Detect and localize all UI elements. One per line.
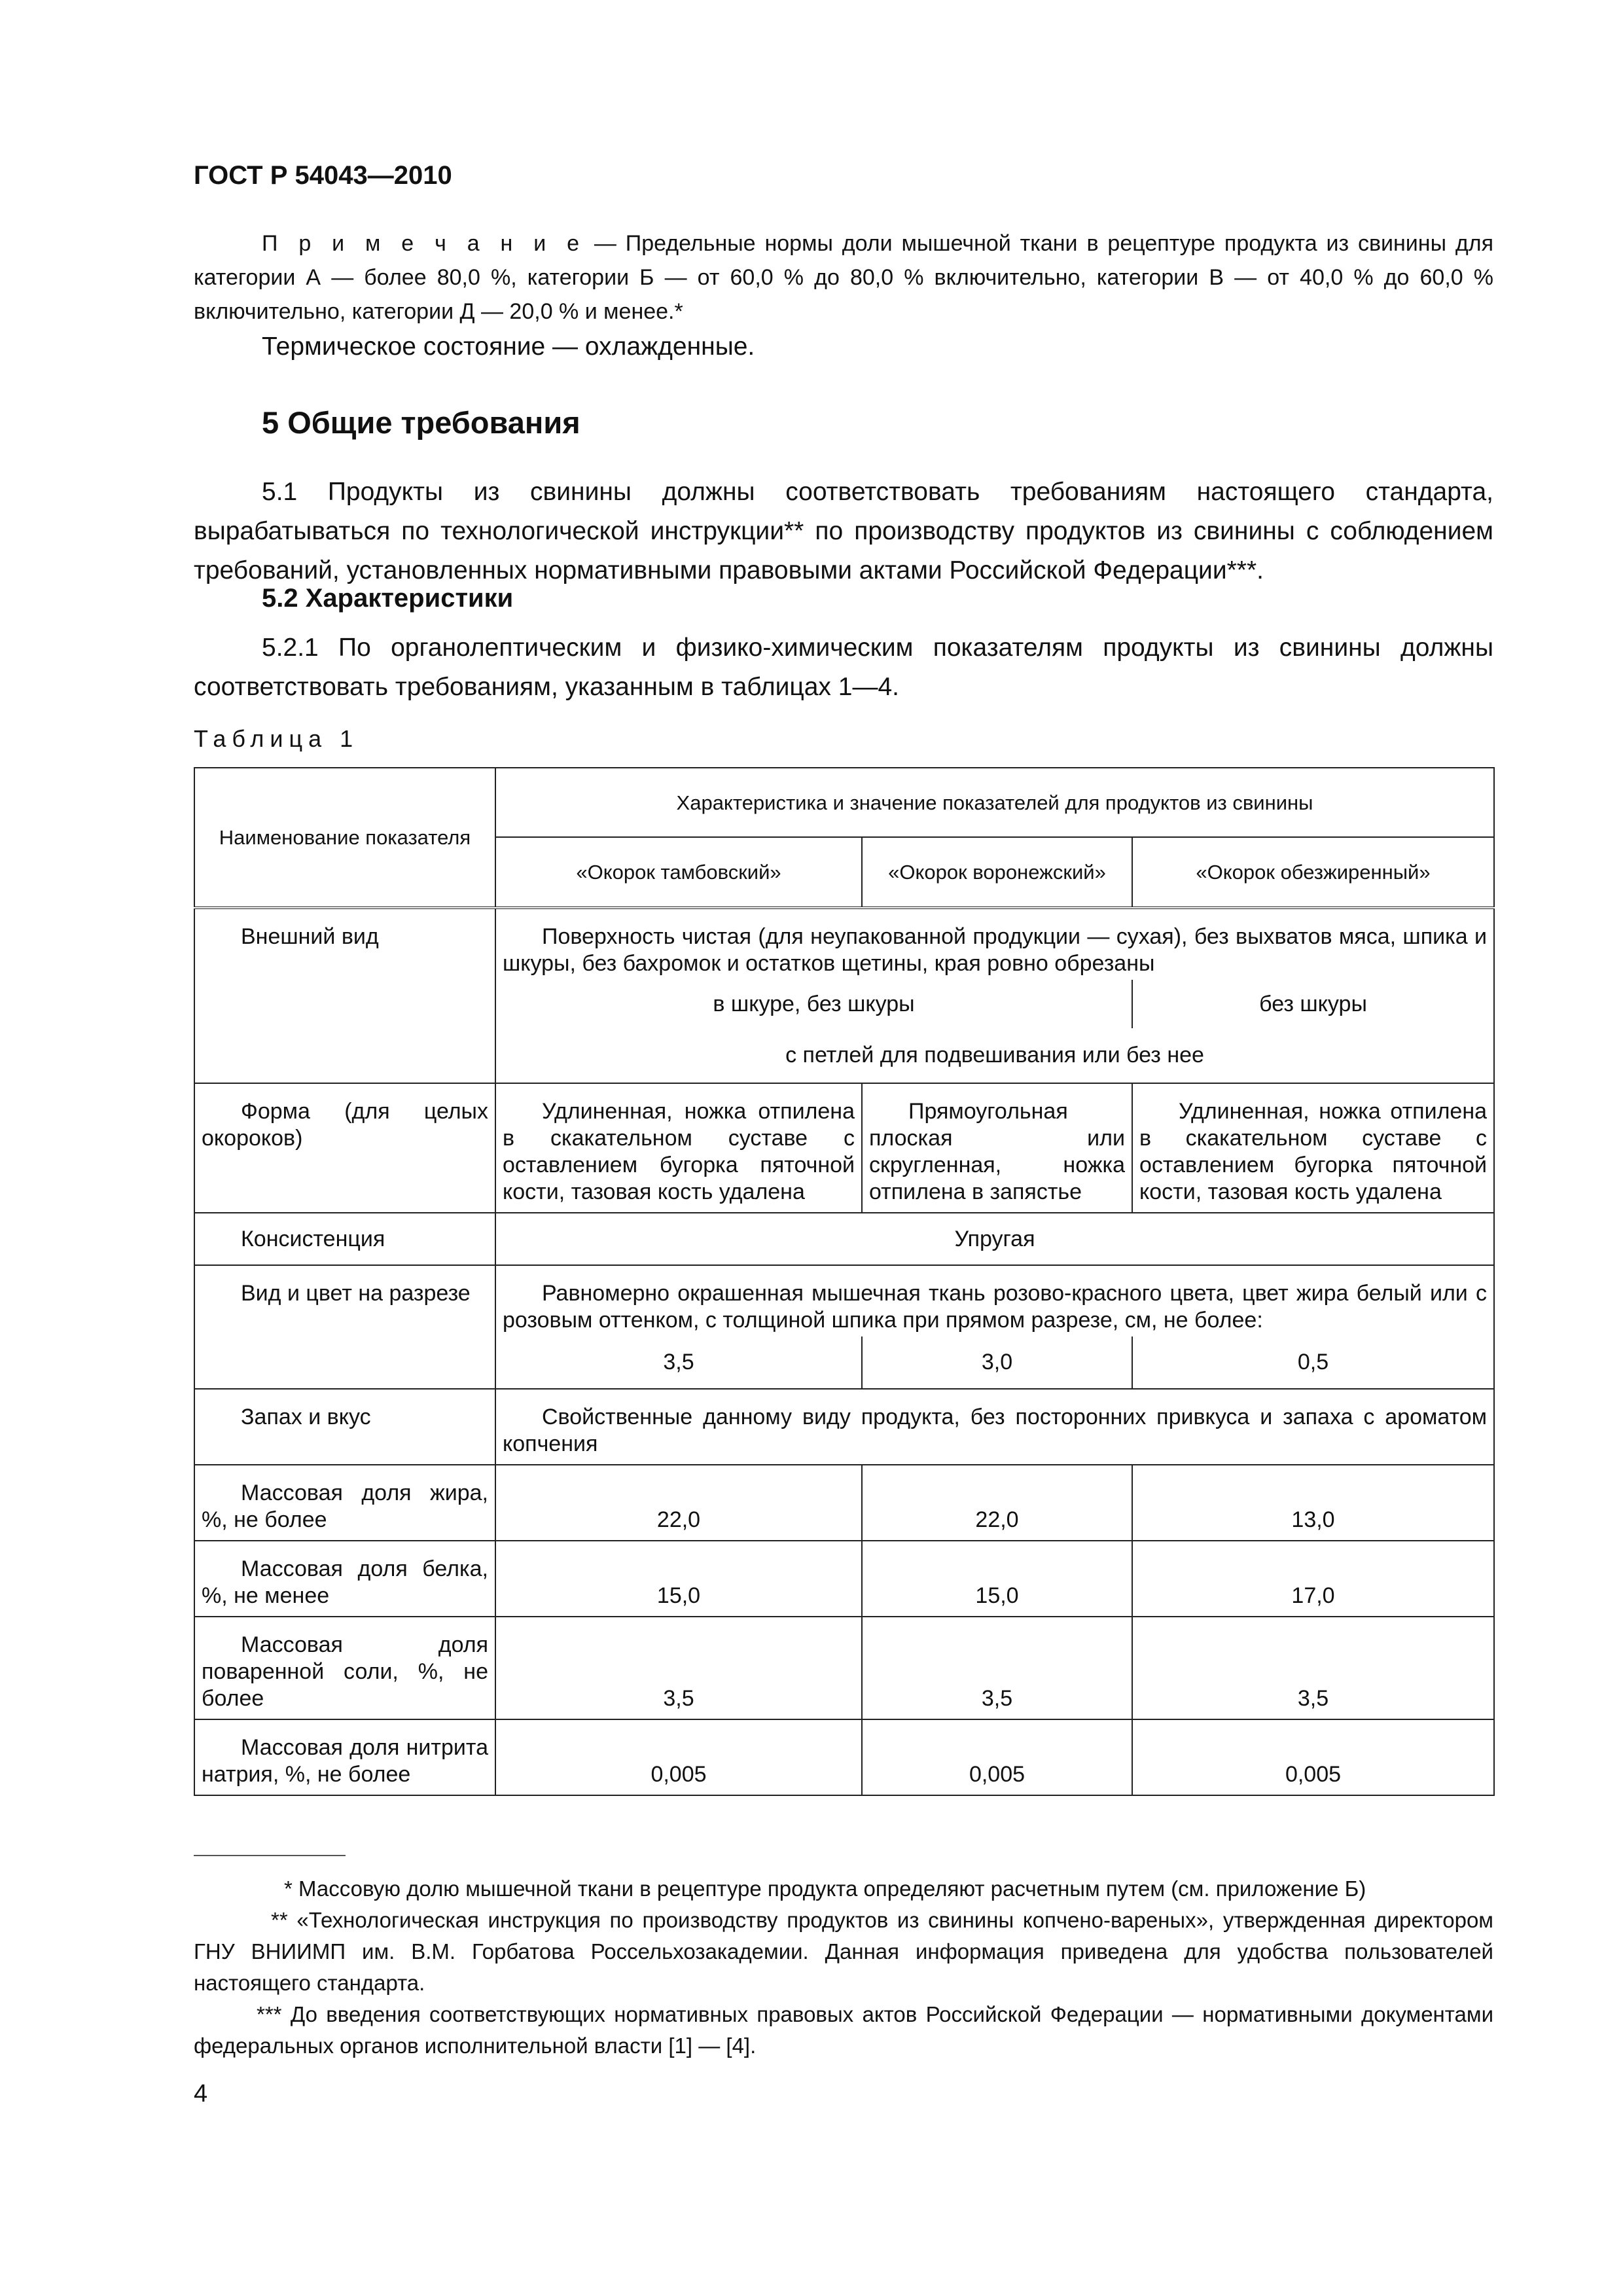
shape-lowfat: Удлиненная, ножка отпилена в скакательном суставе с оставлением бугорка пяточной кости, тазовая кость удалена	[1132, 1083, 1494, 1213]
shape-tambov: Удлиненная, ножка отпилена в скакательном суставе с оставлением бугорка пяточной кости, тазовая кость удалена	[495, 1083, 862, 1213]
document-header: ГОСТ Р 54043—2010	[194, 161, 452, 190]
smell-value: Свойственные данному виду продукта, без посторонних привкуса и запаха с ароматом копчения	[495, 1389, 1494, 1465]
nitrite-tambov: 0,005	[495, 1719, 862, 1795]
shape-voronezh: Прямоугольная плоская или скругленная, ножка отпилена в запястье	[862, 1083, 1132, 1213]
table-caption: Таблица 1	[194, 725, 359, 752]
header-product-tambov: «Окорок тамбовский»	[495, 837, 862, 908]
note-text: — Предельные нормы доли мышечной ткани в рецептуре продукта из свинины для категории А — более 80,0 %, категории Б — от 60,0 % до 80,0 % включительно, категории В — от 40,0 % до 60,0 % включительно, категории Д — 20,0 % и менее.*	[194, 231, 1493, 324]
nitrite-lowfat: 0,005	[1132, 1719, 1494, 1795]
nitrite-voronezh: 0,005	[862, 1719, 1132, 1795]
fat-voronezh: 22,0	[862, 1465, 1132, 1541]
header-name-column: Наименование показателя	[194, 768, 495, 908]
appearance-loop: с петлей для подвешивания или без нее	[495, 1028, 1494, 1083]
row-name-salt: Массовая доля поваренной соли, %, не более	[194, 1617, 495, 1719]
appearance-skin-1-2: в шкуре, без шкуры	[495, 980, 1132, 1028]
row-name-consistency: Консистенция	[194, 1213, 495, 1265]
paragraph-5-2-1: 5.2.1 По органолептическим и физико-химическим показателям продукты из свинины должны соответствовать требованиям, указанным в таблицах 1—4.	[194, 634, 1493, 701]
note-paragraph	[194, 226, 1493, 329]
row-name-protein: Массовая доля белка, %, не менее	[194, 1541, 495, 1617]
footnote-3: *** До введения соответствующих нормативных правовых актов Российской Федерации — нормативными документами федеральных органов исполнительной власти [1] — [4].	[194, 2002, 1493, 2058]
appearance-skin-3: без шкуры	[1132, 980, 1494, 1028]
cut-common: Равномерно окрашенная мышечная ткань розово-красного цвета, цвет жира белый или с розовым оттенком, с толщиной шпика при прямом разрезе, см, не более:	[495, 1265, 1494, 1336]
salt-tambov: 3,5	[495, 1617, 862, 1719]
cut-tambov: 3,5	[495, 1336, 862, 1389]
protein-voronezh: 15,0	[862, 1541, 1132, 1617]
fat-tambov: 22,0	[495, 1465, 862, 1541]
cut-voronezh: 3,0	[862, 1336, 1132, 1389]
section-title: 5 Общие требования	[262, 405, 580, 440]
footnote-1: * Массовую долю мышечной ткани в рецептуре продукта определяют расчетным путем (см. приложение Б)	[284, 1876, 1366, 1901]
footnote-divider	[194, 1855, 346, 1856]
header-group: Характеристика и значение показателей для продуктов из свинины	[495, 768, 1494, 837]
salt-lowfat: 3,5	[1132, 1617, 1494, 1719]
protein-tambov: 15,0	[495, 1541, 862, 1617]
header-product-voronezh: «Окорок воронежский»	[862, 837, 1132, 908]
row-name-shape: Форма (для целых окороков)	[194, 1083, 495, 1213]
consistency-value: Упругая	[495, 1213, 1494, 1265]
subsection-title: 5.2 Характеристики	[262, 584, 514, 613]
fat-lowfat: 13,0	[1132, 1465, 1494, 1541]
cut-lowfat: 0,5	[1132, 1336, 1494, 1389]
protein-lowfat: 17,0	[1132, 1541, 1494, 1617]
row-name-appearance: Внешний вид	[194, 908, 495, 1083]
header-product-lowfat: «Окорок обезжиренный»	[1132, 837, 1494, 908]
row-name-smell: Запах и вкус	[194, 1389, 495, 1465]
table-1	[194, 767, 1495, 1796]
paragraph-5-1: 5.1 Продукты из свинины должны соответствовать требованиям настоящего стандарта, вырабатываться по технологической инструкции** по производству продуктов из свинины с соблюдением требований, установленных нормативными правовыми актами Российской Федерации***.	[194, 478, 1493, 584]
note-label: П р и м е ч а н и е	[262, 231, 585, 256]
appearance-common: Поверхность чистая (для неупакованной продукции — сухая), без выхватов мяса, шпика и шкуры, без бахромок и остатков щетины, края ровно обрезаны	[495, 908, 1494, 980]
row-name-nitrite: Массовая доля нитрита натрия, %, не более	[194, 1719, 495, 1795]
row-name-cut: Вид и цвет на разрезе	[194, 1265, 495, 1389]
footnote-2: ** «Технологическая инструкция по производству продуктов из свинины копчено-вареных», утвержденная директором ГНУ ВНИИМП им. В.М. Горбатова Россельхозакадемии. Данная информация приведена для удобства пользователей настоящего стандарта.	[194, 1908, 1493, 1995]
salt-voronezh: 3,5	[862, 1617, 1132, 1719]
thermal-state-text: Термическое состояние — охлажденные.	[262, 332, 755, 361]
row-name-fat: Массовая доля жира, %, не более	[194, 1465, 495, 1541]
page-number: 4	[194, 2080, 208, 2108]
